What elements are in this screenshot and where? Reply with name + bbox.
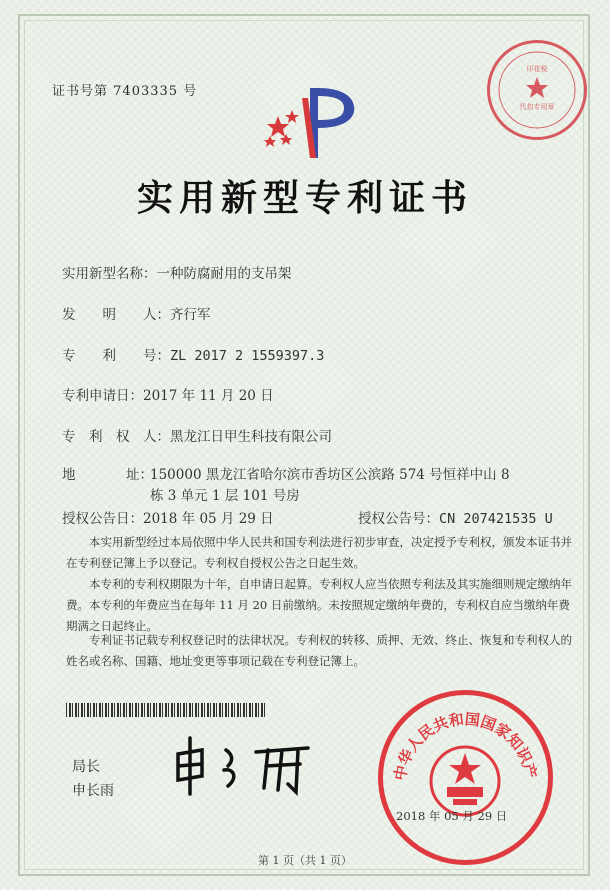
field-value: 一种防腐耐用的支吊架 [156, 266, 292, 282]
official-seal [378, 690, 553, 865]
grant-number [358, 507, 553, 527]
field-label: 发 明 人： [62, 307, 170, 323]
grant-number-value: CN 207421535 U [439, 511, 553, 527]
address-label-right: 址： [126, 467, 153, 483]
field-label: 专 利 权 人： [62, 429, 170, 445]
barcode [66, 703, 266, 717]
svg-text:代扣专用章: 代扣专用章 [519, 103, 555, 111]
logo-star-icon [264, 136, 276, 147]
field-label: 专 利 号： [62, 348, 170, 364]
grant-date-value: 2018 年 05 月 29 日 [143, 511, 274, 527]
grant-date [62, 507, 274, 527]
address-line-2: 栋 3 单元 1 层 101 号房 [150, 488, 300, 504]
field-utility-model-name [62, 262, 292, 282]
field-patentee [62, 425, 332, 445]
address-label-left: 地 [62, 467, 76, 483]
tax-stamp-icon [490, 43, 584, 137]
logo-star-icon [267, 116, 289, 137]
field-value: 2017 年 11 月 20 日 [143, 388, 274, 404]
field-label: 专利申请日： [62, 388, 143, 404]
certificate-number-value: 7403335 [113, 84, 179, 99]
certificate-number-suffix: 号 [183, 84, 198, 99]
field-label: 实用新型名称： [62, 266, 157, 282]
signature-title-2: 申长雨 [72, 783, 114, 799]
logo-star-icon [285, 110, 299, 123]
page-footer: 第 1 页（共 1 页） [258, 854, 352, 867]
paragraph-2: 本专利的专利权期限为十年，自申请日起算。专利权人应当依照专利法及其实施细则规定缴纳年费。本专利的年费应当在每年 11 月 20 日前缴纳。未按照规定缴纳年费的，专利权自应当缴纳年费期满之日起终止。 [66, 577, 572, 633]
grant-date-label: 授权公告日： [62, 511, 143, 527]
certificate-number [52, 80, 197, 99]
paragraph-1: 本实用新型经过本局依照中华人民共和国专利法进行初步审查，决定授予专利权，颁发本证书并在专利登记簿上予以登记。专利权自授权公告之日起生效。 [66, 535, 572, 570]
field-inventor [62, 303, 211, 323]
seal-date: 2018 年 05 月 29 日 [396, 809, 508, 823]
certificate-number-label: 证书号第 [52, 84, 109, 99]
page-title: 实用新型专利证书 [136, 177, 473, 219]
field-patent-number [62, 344, 324, 364]
field-value: ZL 2017 2 1559397.3 [170, 348, 325, 364]
cnipa-logo-icon [258, 78, 368, 166]
tax-stamp-seal [487, 40, 587, 140]
logo-star-icon [280, 134, 292, 145]
field-value: 齐行军 [170, 307, 211, 323]
national-emblem-seal-icon [383, 695, 548, 860]
seal-arc-text: 中华人民共和国国家知识产 [390, 710, 540, 782]
paragraph-3: 专利证书记载专利权登记时的法律状况。专利权的转移、质押、无效、终止、恢复和专利权人的姓名或名称、国籍、地址变更等事项记载在专利登记簿上。 [66, 633, 572, 668]
address-line-1: 150000 黑龙江省哈尔滨市香坊区公滨路 574 号恒祥中山 8 [150, 467, 510, 483]
field-application-date [62, 384, 274, 404]
field-value: 黑龙江日甲生科技有限公司 [170, 429, 332, 445]
grant-number-label: 授权公告号： [358, 511, 439, 527]
signature-title-1: 局长 [72, 759, 100, 775]
svg-text:印花税: 印花税 [526, 65, 548, 73]
handwritten-signature-icon [168, 736, 318, 796]
